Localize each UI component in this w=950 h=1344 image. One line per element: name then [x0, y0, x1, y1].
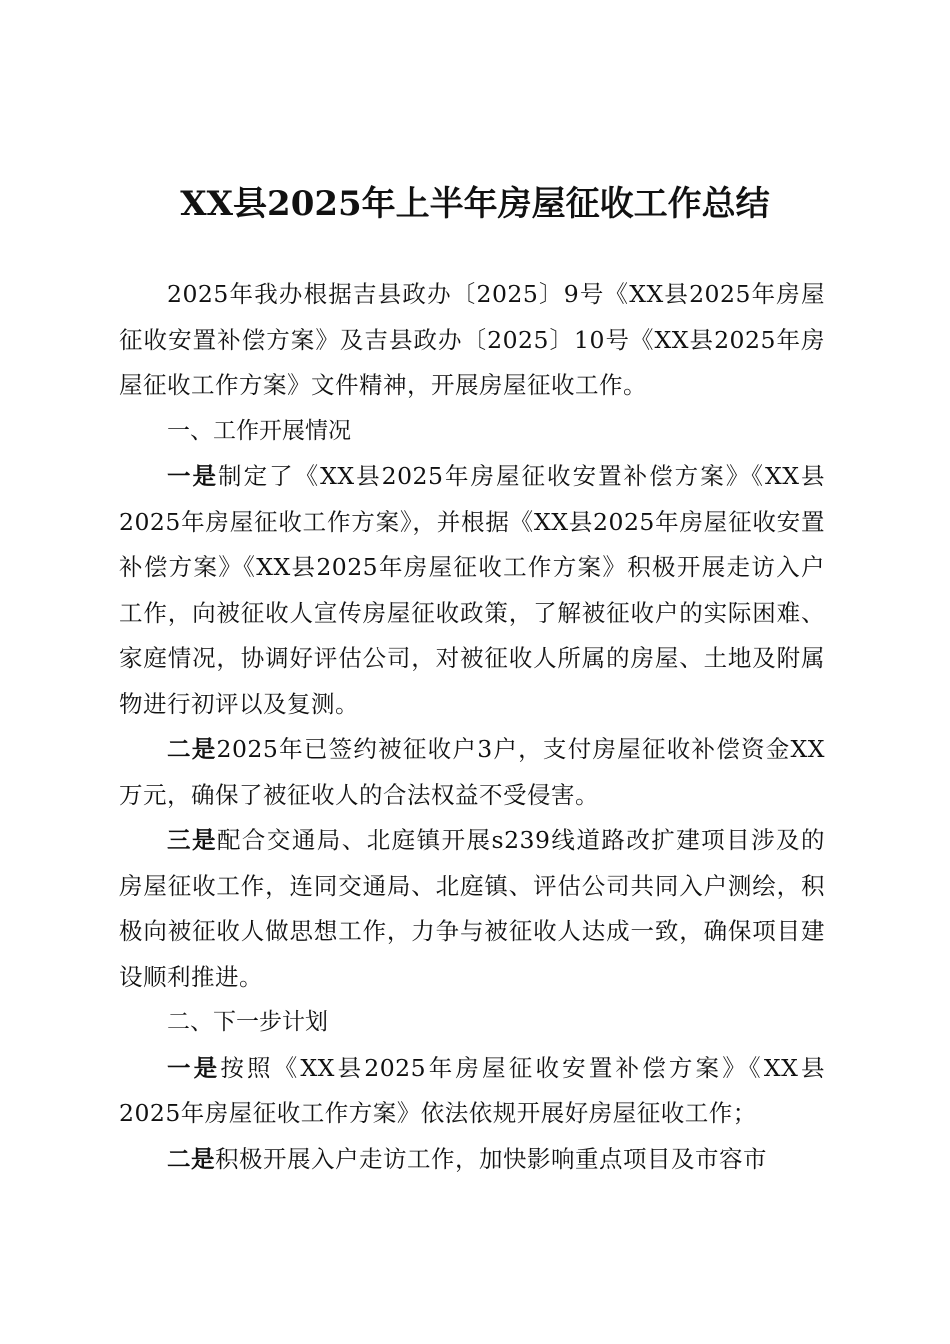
plan-item-1 — [119, 1046, 825, 1137]
document-body — [119, 272, 825, 1182]
item-text: 2025年已签约被征收户3户，支付房屋征收补偿资金XX万元，确保了被征收人的合法权益不受侵害。 — [119, 735, 826, 809]
document-title: XX县2025年上半年房屋征收工作总结 — [180, 184, 770, 224]
item-text: 按照《XX县2025年房屋征收安置补偿方案》《XX县2025年房屋征收工作方案》依法依规开展好房屋征收工作； — [119, 1053, 826, 1127]
intro-paragraph: 2025年我办根据吉县政办〔2025〕9号《XX县2025年房屋征收安置补偿方案》及吉县政办〔2025〕10号《XX县2025年房屋征收工作方案》文件精神，开展房屋征收工作。 — [119, 280, 825, 399]
item-text: 积极开展入户走访工作，加快影响重点项目及市容市 — [215, 1144, 767, 1173]
section-heading-work-progress: 一、工作开展情况 — [167, 417, 351, 444]
item-lead: 一是 — [167, 1053, 221, 1082]
item-lead: 二是 — [167, 1144, 215, 1173]
work-item-2 — [119, 727, 825, 818]
item-lead: 二是 — [167, 735, 217, 763]
work-item-3 — [119, 818, 825, 1000]
item-text: 配合交通局、北庭镇开展s239线道路改扩建项目涉及的房屋征收工作，连同交通局、北庭镇、评估公司共同入户测绘，积极向被征收人做思想工作，力争与被征收人达成一致，确保项目建设顺利推进。 — [119, 826, 826, 991]
work-item-1 — [119, 454, 825, 727]
section-heading-next-plan: 二、下一步计划 — [167, 1009, 328, 1035]
item-lead: 一是 — [167, 462, 219, 490]
item-lead: 三是 — [167, 826, 217, 854]
item-text: 制定了《XX县2025年房屋征收安置补偿方案》《XX县2025年房屋征收工作方案》，并根据《XX县2025年房屋征收安置补偿方案》《XX县2025年房屋征收工作方案》积极开展走访入户工作，向被征收人宣传房屋征收政策，了解被征收户的实际困难、家庭情况，协调好评估公司，对被征收人所属的房屋、土地及附属物进行初评以及复测。 — [119, 462, 825, 718]
plan-item-2 — [119, 1137, 825, 1183]
